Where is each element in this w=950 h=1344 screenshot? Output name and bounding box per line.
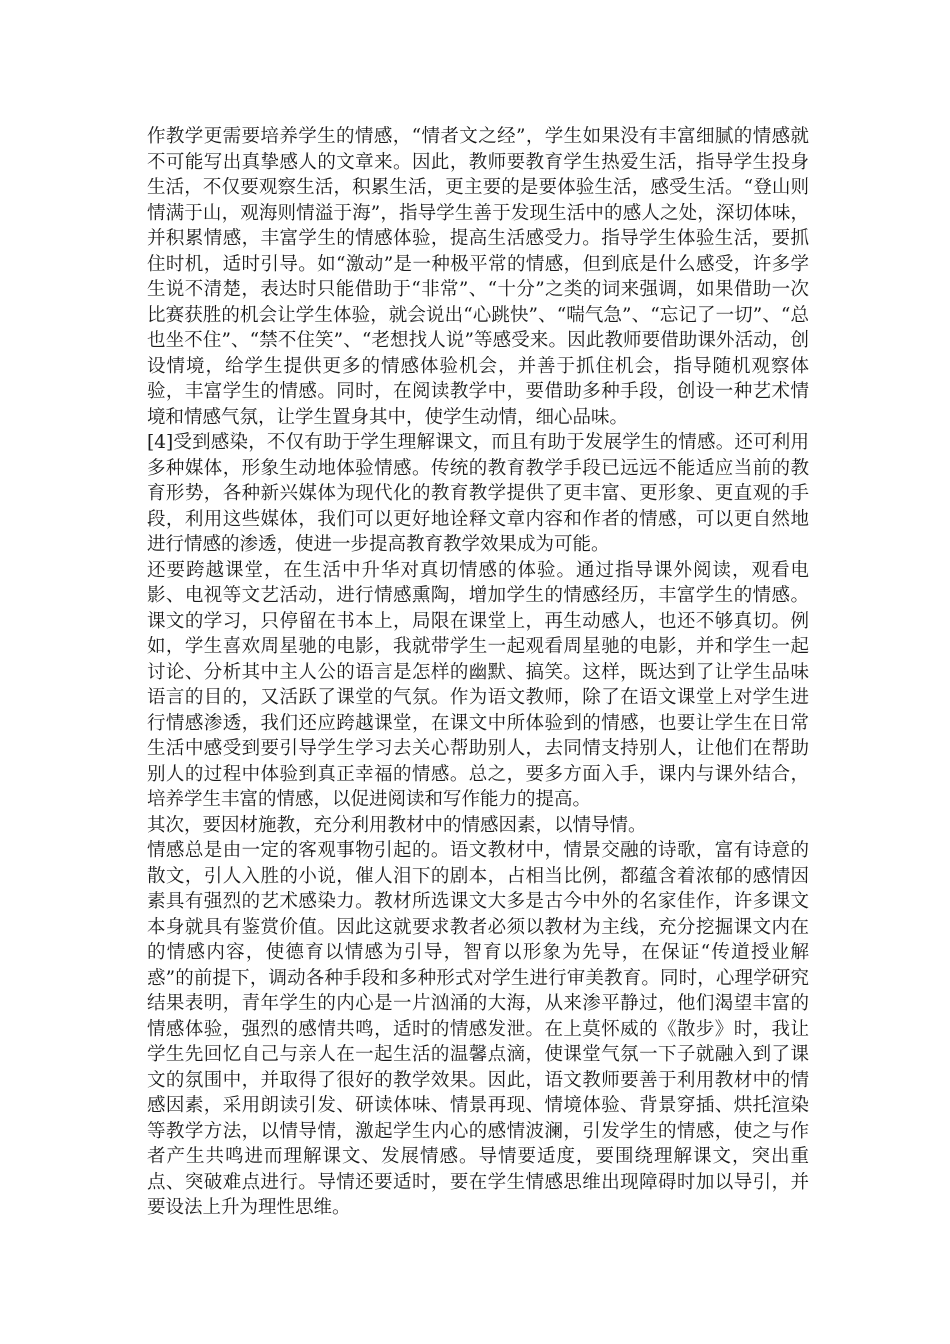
- paragraph: 还要跨越课堂，在生活中升华对真切情感的体验。通过指导课外阅读，观看电影、电视等文艺活动，进行情感熏陶，增加学生的情感经历，丰富学生的情感。课文的学习，只停留在书本上，局限在课堂上，再生动感人，也还不够真切。例如，学生喜欢周星驰的电影，我就带学生一起观看周星驰的电影，并和学生一起讨论、分析其中主人公的语言是怎样的幽默、搞笑。这样，既达到了让学生品味语言的目的，又活跃了课堂的气氛。作为语文教师，除了在语文课堂上对学生进行情感渗透，我们还应跨越课堂，在课文中所体验到的情感，也要让学生在日常生活中感受到要引导学生学习去关心帮助别人，去同情支持别人，让他们在帮助别人的过程中体验到真正幸福的情感。总之，要多方面入手，课内与课外结合，培养学生丰富的情感，以促进阅读和写作能力的提高。: [147, 559, 809, 810]
- paragraph: [4]受到感染，不仅有助于学生理解课文，而且有助于发展学生的情感。还可利用多种媒体，形象生动地体验情感。传统的教育教学手段已远远不能适应当前的教育形势，各种新兴媒体为现代化的教育教学提供了更丰富、更形象、更直观的手段，利用这些媒体，我们可以更好地诠释文章内容和作者的情感，可以更自然地进行情感的渗透，使进一步提高教育教学效果成为可能。: [147, 432, 809, 555]
- paragraph: 作教学更需要培养学生的情感，“情者文之经”，学生如果没有丰富细腻的情感就不可能写出真挚感人的文章来。因此，教师要教育学生热爱生活，指导学生投身生活，不仅要观察生活，积累生活，更主要的是要体验生活，感受生活。“登山则情满于山，观海则情溢于海”，指导学生善于发现生活中的感人之处，深切体味，并积累情感，丰富学生的情感体验，提高生活感受力。指导学生体验生活，要抓住时机，适时引导。如“激动”是一种极平常的情感，但到底是什么感受，许多学生说不清楚，表达时只能借助于“非常”、“十分”之类的词来强调，如果借助一次比赛获胜的机会让学生体验，就会说出“心跳快”、“喘气急”、“忘记了一切”、“总也坐不住”、“禁不住笑”、“老想找人说”等感受来。因此教师要借助课外活动，创设情境，给学生提供更多的情感体验机会，并善于抓住机会，指导随机观察体验，丰富学生的情感。同时，在阅读教学中，要借助多种手段，创设一种艺术情境和情感气氛，让学生置身其中，使学生动情，细心品味。: [147, 126, 809, 428]
- paragraph: 其次，要因材施教，充分利用教材中的情感因素，以情导情。: [147, 814, 647, 836]
- document-body: [147, 124, 809, 1221]
- paragraph: 情感总是由一定的客观事物引起的。语文教材中，情景交融的诗歌，富有诗意的散文，引人入胜的小说，催人泪下的剧本，占相当比例，都蕴含着浓郁的感情因素具有强烈的艺术感染力。教材所选课文大多是古今中外的名家佳作，许多课文本身就具有鉴赏价值。因此这就要求教者必须以教材为主线，充分挖掘课文内在的情感内容，使德育以情感为引导，智育以形象为先导，在保证“传道授业解惑”的前提下，调动各种手段和多种形式对学生进行审美教育。同时，心理学研究结果表明，青年学生的内心是一片汹涌的大海，从来渗平静过，他们渴望丰富的情感体验，强烈的感情共鸣，适时的情感发泄。在上莫怀威的《散步》时，我让学生先回忆自己与亲人在一起生活的温馨点滴，使课堂气氛一下子就融入到了课文的氛围中，并取得了很好的教学效果。因此，语文教师要善于利用教材中的情感因素，采用朗读引发、研读体味、情景再现、情境体验、背景穿插、烘托渲染等教学方法，以情导情，激起学生内心的感情波澜，引发学生的情感，使之与作者产生共鸣进而理解课文、发展情感。导情要适度，要围绕理解课文，突出重点、突破难点进行。导情还要适时，要在学生情感思维出现障碍时加以导引，并要设法上升为理性思维。: [147, 840, 809, 1218]
